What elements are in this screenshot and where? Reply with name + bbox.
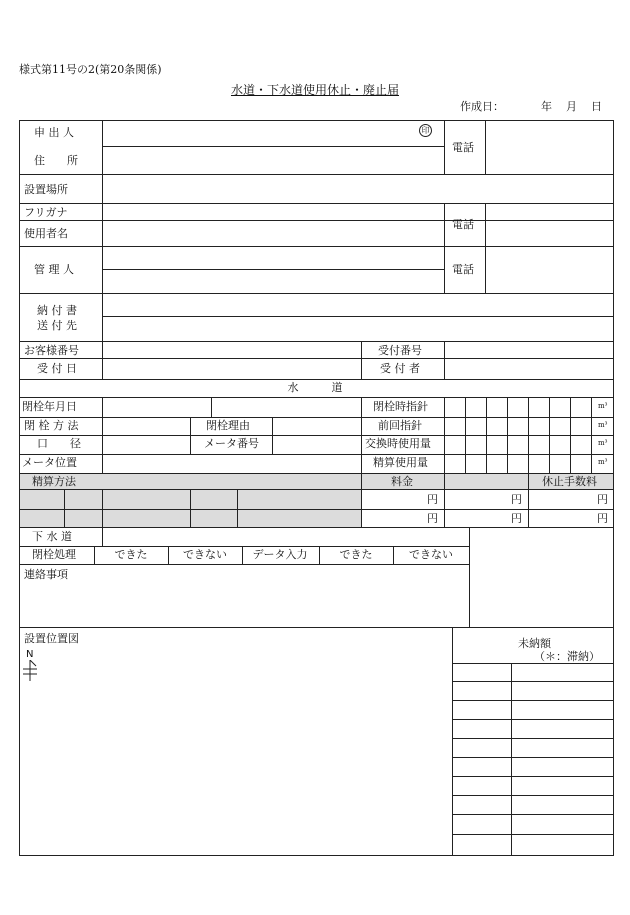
sewer-label: 下 水 道 — [32, 530, 72, 543]
page-title: 水道・下水道使用休止・廃止届 — [230, 83, 399, 97]
applicant-label: 申 出 人 — [34, 126, 74, 139]
yen-mark: 円 — [427, 512, 438, 525]
user-name-field[interactable] — [103, 221, 443, 245]
year-label: 年 — [541, 100, 552, 113]
user-name-label: 使用者名 — [24, 227, 68, 240]
yen-mark: 円 — [511, 493, 522, 506]
applicant-phone-field[interactable] — [486, 121, 612, 173]
address-field[interactable] — [103, 147, 443, 173]
manager-phone-label: 電話 — [452, 263, 474, 276]
option-data-entry[interactable]: データ入力 — [252, 548, 308, 561]
suspension-fee-label: 休止手数料 — [542, 475, 597, 488]
furigana-label: フリガナ — [24, 206, 68, 219]
receipt-number-label: 受付番号 — [378, 344, 422, 357]
customer-number-label: お客様番号 — [24, 344, 79, 357]
water-section-label: 水 道 — [287, 381, 343, 394]
manager-phone-field[interactable] — [486, 247, 612, 292]
yen-mark: 円 — [597, 493, 608, 506]
invoice-label-line1: 納 付 書 — [37, 304, 77, 317]
yen-mark: 円 — [427, 493, 438, 506]
fee-label: 料金 — [391, 475, 413, 488]
manager-field[interactable] — [103, 247, 443, 292]
form-number: 様式第11号の2(第20条関係) — [19, 63, 162, 76]
meter-position-label: メータ位置 — [22, 456, 77, 469]
yen-mark: 円 — [511, 512, 522, 525]
north-label: N — [26, 649, 34, 660]
day-label: 日 — [591, 100, 602, 113]
contact-label: 連絡事項 — [24, 568, 68, 581]
unpaid-note: （＊：滞納） — [534, 650, 600, 663]
furigana-field[interactable] — [103, 204, 443, 219]
unit-m3: m³ — [598, 439, 608, 447]
applicant-phone-label: 電話 — [452, 141, 474, 154]
close-process-label: 閉栓処理 — [32, 548, 76, 561]
north-arrow-icon — [22, 660, 40, 682]
unit-m3: m³ — [598, 421, 608, 429]
manager-label: 管 理 人 — [34, 263, 74, 276]
diagram-label: 設置位置図 — [24, 632, 79, 645]
seal-mark: 印 — [419, 124, 432, 137]
settlement-header-shade — [19, 473, 613, 489]
month-label: 月 — [566, 100, 577, 113]
close-reason-label: 閉栓理由 — [206, 419, 250, 432]
settle-usage-label: 精算使用量 — [373, 456, 428, 469]
meter-number-label: メータ番号 — [204, 437, 259, 450]
prev-reading-label: 前回指針 — [378, 419, 422, 432]
settle-method-label: 精算方法 — [32, 475, 76, 488]
unpaid-label: 未納額 — [518, 637, 551, 650]
unit-m3: m³ — [598, 402, 608, 410]
option-done[interactable]: できた — [339, 548, 373, 561]
user-phone-label: 電話 — [452, 218, 474, 231]
exchange-usage-label: 交換時使用量 — [365, 437, 431, 450]
invoice-label-line2: 送 付 先 — [37, 319, 77, 332]
yen-mark: 円 — [597, 512, 608, 525]
location-label: 設置場所 — [24, 183, 68, 196]
option-not-done[interactable]: できない — [409, 548, 453, 561]
option-not-done[interactable]: できない — [183, 548, 227, 561]
close-method-label: 閉 栓 方 法 — [24, 419, 79, 432]
close-reading-label: 閉栓時指針 — [373, 400, 428, 413]
address-label: 住 所 — [34, 154, 78, 167]
diagram-area[interactable] — [20, 690, 450, 853]
close-date-label: 閉栓年月日 — [22, 400, 77, 413]
date-label: 作成日： — [460, 100, 504, 113]
user-phone-field[interactable] — [486, 204, 612, 245]
applicant-field[interactable] — [103, 121, 443, 145]
location-field[interactable] — [103, 175, 612, 202]
contact-field[interactable] — [20, 583, 468, 626]
unit-m3: m³ — [598, 458, 608, 466]
option-done[interactable]: できた — [114, 548, 148, 561]
invoice-address-field[interactable] — [103, 294, 612, 340]
diameter-label: 口 径 — [37, 437, 81, 450]
receipt-date-label: 受 付 日 — [37, 362, 77, 375]
receiver-label: 受 付 者 — [380, 362, 420, 375]
